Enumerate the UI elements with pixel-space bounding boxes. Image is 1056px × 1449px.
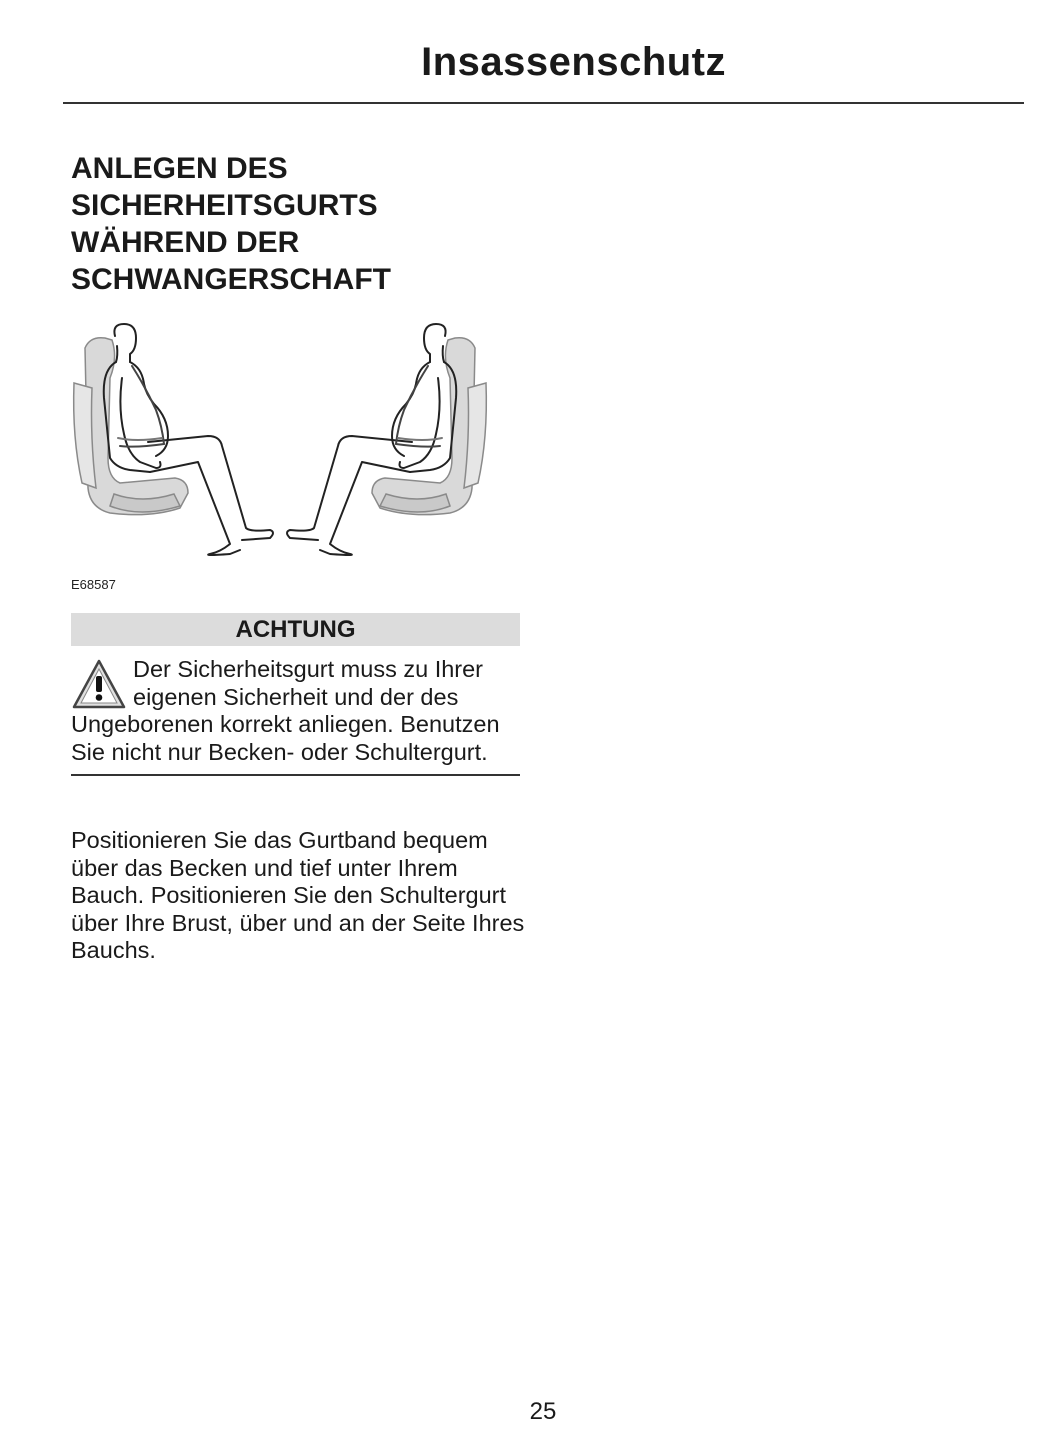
pregnant-seatbelt-illustration <box>70 318 490 566</box>
left-seat-figure <box>74 338 188 515</box>
figure-code: E68587 <box>71 577 116 592</box>
page-header <box>63 38 1024 104</box>
body-paragraph: Positionieren Sie das Gurtband bequem über das Becken und tief unter Ihrem Bauch. Positionieren Sie den Schultergurt über Ihre Brust, über und an der Seite Ihres Bauchs. <box>71 827 525 963</box>
page-title: Insassenschutz <box>421 40 726 84</box>
right-seat-figure <box>372 338 486 515</box>
warning-box <box>71 656 520 776</box>
warning-text: Der Sicherheitsgurt muss zu Ihrer eigenen Sicherheit und der des Ungeborenen korrekt anliegen. Benutzen Sie nicht nur Becken- oder Schultergurt. <box>71 656 500 765</box>
page-number: 25 <box>529 1398 557 1425</box>
section-title: ANLEGEN DES SICHERHEITSGURTS WÄHREND DER SCHWANGERSCHAFT <box>71 152 391 296</box>
warning-triangle-icon <box>71 658 127 710</box>
warning-heading: ACHTUNG <box>71 613 520 646</box>
